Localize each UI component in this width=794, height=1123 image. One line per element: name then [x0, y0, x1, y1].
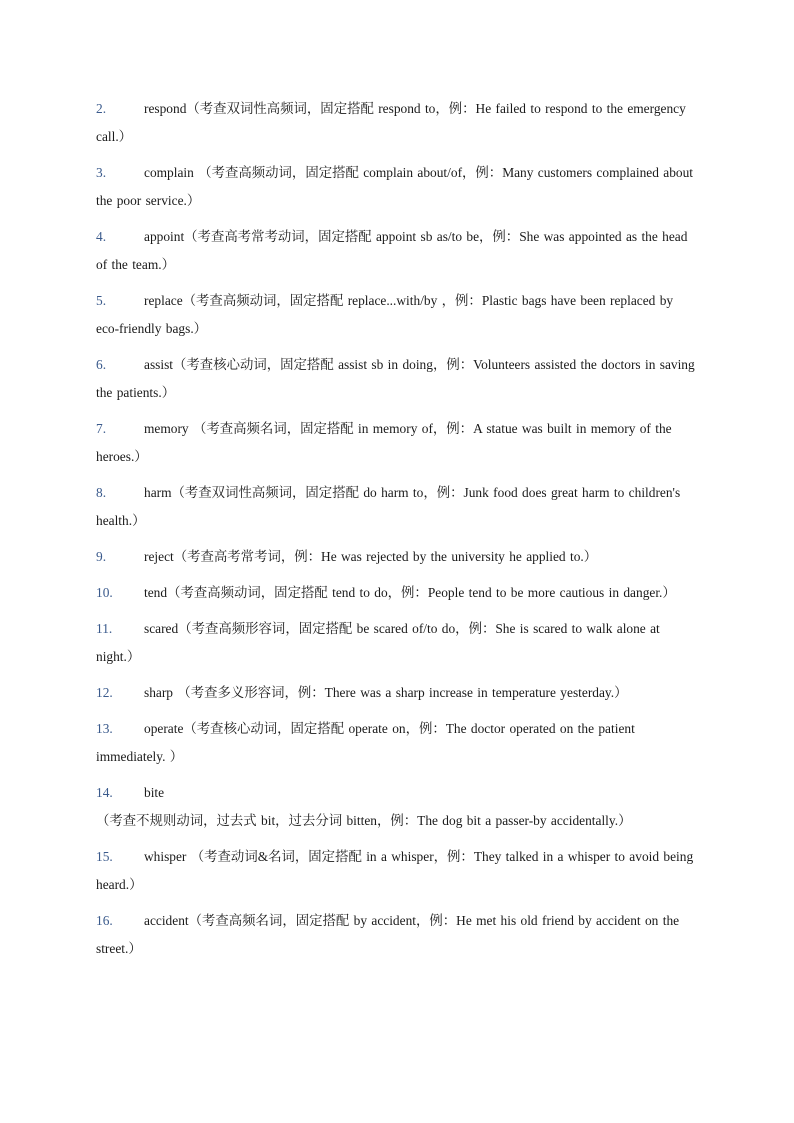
item-note: （考查核心动词，固定搭配 assist sb in doing，例：Volunteers assisted the doctors in saving the patients.）: [96, 357, 695, 400]
item-number: 15.: [96, 849, 113, 864]
item-note: （考查双词性高频词，固定搭配 do harm to，例：Junk food does great harm to children's health.）: [96, 485, 681, 528]
list-item: [96, 715, 696, 771]
list-item: [96, 415, 696, 471]
list-item: [96, 679, 696, 707]
item-word: harm: [144, 485, 172, 500]
item-number: 4.: [96, 229, 107, 244]
item-number: 7.: [96, 421, 107, 436]
item-word: assist: [144, 357, 174, 372]
item-note: （考查高频名词，固定搭配 by accident，例：He met his old friend by accident on the street.）: [96, 913, 680, 956]
item-number: 9.: [96, 549, 107, 564]
item-word: reject: [144, 549, 174, 564]
item-number: 12.: [96, 685, 113, 700]
item-number: 14.: [96, 785, 113, 800]
item-number: 5.: [96, 293, 107, 308]
item-note: （考查动词&名词，固定搭配 in a whisper，例：They talked in a whisper to avoid being heard.）: [96, 849, 694, 892]
item-word: tend: [144, 585, 168, 600]
item-note: （考查高考常考动词，固定搭配 appoint sb as/to be，例：She was appointed as the head of the team.）: [96, 229, 688, 272]
list-item: [96, 223, 696, 279]
item-note: （考查不规则动词，过去式 bit，过去分词 bitten，例：The dog bit a passer-by accidentally.）: [96, 813, 632, 828]
list-item: [96, 579, 696, 607]
list-item: [96, 159, 696, 215]
list-item: [96, 351, 696, 407]
list-item: [96, 779, 696, 835]
item-number: 8.: [96, 485, 107, 500]
item-word: accident: [144, 913, 189, 928]
list-item: [96, 479, 696, 535]
list-item: [96, 95, 696, 151]
item-word: whisper: [144, 849, 187, 864]
item-number: 10.: [96, 585, 113, 600]
item-number: 16.: [96, 913, 113, 928]
item-note: （考查高频动词，固定搭配 tend to do，例：People tend to be more cautious in danger.）: [167, 585, 676, 600]
item-note: （考查高频形容词，固定搭配 be scared of/to do，例：She is scared to walk alone at night.）: [96, 621, 660, 664]
item-note: （考查多义形容词，例：There was a sharp increase in temperature yesterday.）: [173, 685, 628, 700]
item-word: respond: [144, 101, 187, 116]
item-note: （考查高考常考词，例：He was rejected by the university he applied to.）: [173, 549, 598, 564]
list-item: [96, 287, 696, 343]
item-note: （考查高频动词，固定搭配 complain about/of，例：Many customers complained about the poor service.）: [96, 165, 693, 208]
item-word: appoint: [144, 229, 185, 244]
list-item: [96, 907, 696, 963]
item-note: （考查双词性高频词，固定搭配 respond to，例：He failed to respond to the emergency call.）: [96, 101, 686, 144]
item-number: 13.: [96, 721, 113, 736]
item-number: 6.: [96, 357, 107, 372]
list-item: [96, 543, 696, 571]
item-number: 11.: [96, 621, 113, 636]
item-word: replace: [144, 293, 183, 308]
item-number: 3.: [96, 165, 107, 180]
item-number: 2.: [96, 101, 107, 116]
item-word: scared: [144, 621, 179, 636]
item-word: operate: [144, 721, 184, 736]
item-word: sharp: [144, 685, 174, 700]
item-word: bite: [144, 785, 165, 800]
item-note: （考查高频动词，固定搭配 replace...with/by ，例：Plastic bags have been replaced by eco-friendly bags.）: [96, 293, 674, 336]
vocabulary-list: [96, 95, 696, 971]
item-word: memory: [144, 421, 189, 436]
item-word: complain: [144, 165, 194, 180]
item-note: （考查高频名词，固定搭配 in memory of，例：A statue was built in memory of the heroes.）: [96, 421, 672, 464]
list-item: [96, 843, 696, 899]
list-item: [96, 615, 696, 671]
item-note: （考查核心动词，固定搭配 operate on，例：The doctor operated on the patient immediately. ）: [96, 721, 635, 764]
